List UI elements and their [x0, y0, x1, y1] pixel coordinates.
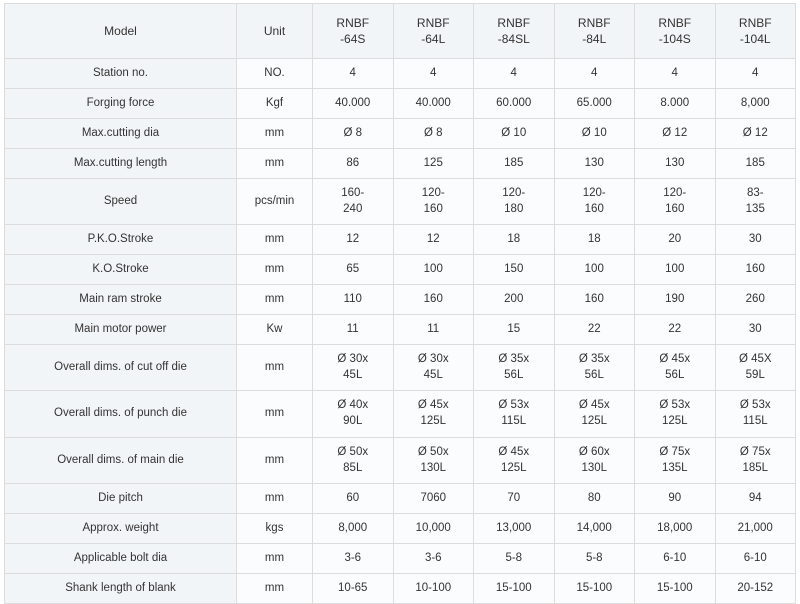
cell-line-1: Ø 12 [662, 126, 688, 139]
cell-line-1: 40.000 [415, 96, 451, 109]
cell-line-1: Ø 8 [343, 126, 363, 139]
cell-line-1: 80 [587, 491, 601, 504]
cell-line-1: Ø 53x [498, 399, 530, 412]
row-label: Main ram stroke [5, 285, 237, 315]
table-cell [393, 119, 474, 149]
cell-line-1: 60.000 [496, 96, 532, 109]
table-cell [554, 89, 635, 119]
row-label: K.O.Stroke [5, 255, 237, 285]
table-cell [393, 514, 474, 544]
table-cell [474, 89, 555, 119]
table-cell [393, 225, 474, 255]
table-cell [715, 574, 796, 604]
cell-line-1: Ø 45x [578, 399, 610, 412]
cell-line-1: 20 [668, 232, 682, 245]
table-cell [715, 225, 796, 255]
table-cell [715, 544, 796, 574]
table-cell [554, 514, 635, 544]
row-label: Overall dims. of main die [5, 438, 237, 484]
row-unit: mm [237, 574, 313, 604]
table-cell [313, 391, 394, 438]
row-unit: mm [237, 345, 313, 391]
cell-line-1: 7060 [420, 491, 447, 504]
cell-line-1: Ø 45x [417, 399, 449, 412]
table-cell [393, 484, 474, 514]
cell-line-1: Ø 50x [337, 445, 369, 458]
header-model-0-line1: RNBF [336, 15, 370, 30]
specification-table [4, 3, 796, 604]
cell-line-1: 18 [587, 232, 601, 245]
cell-line-1: 65 [346, 262, 360, 275]
table-row [5, 179, 796, 225]
table-cell [393, 255, 474, 285]
header-model-1 [393, 4, 474, 59]
cell-line-1: 22 [668, 322, 682, 335]
cell-line-1: 6-10 [663, 551, 687, 564]
cell-line-1: 4 [752, 66, 759, 79]
cell-line-1: 100 [584, 262, 604, 275]
cell-line-2: 90L [343, 415, 363, 427]
cell-line-1: Ø 60x [578, 445, 610, 458]
cell-line-1: 5-8 [505, 551, 523, 564]
table-cell [313, 89, 394, 119]
table-cell [313, 484, 394, 514]
table-cell [554, 285, 635, 315]
cell-line-1: Ø 10 [501, 126, 527, 139]
table-row [5, 544, 796, 574]
cell-line-1: 4 [591, 66, 598, 79]
cell-line-1: 11 [346, 322, 359, 335]
cell-line-1: 185 [504, 156, 524, 169]
table-cell [635, 255, 716, 285]
row-unit: Kgf [237, 89, 313, 119]
table-cell [715, 119, 796, 149]
table-cell [393, 391, 474, 438]
cell-line-1: 4 [349, 66, 356, 79]
header-model-4-line2: -104S [658, 32, 691, 46]
cell-line-1: 4 [430, 66, 437, 79]
header-model-5 [715, 4, 796, 59]
cell-line-1: 40.000 [335, 96, 371, 109]
table-cell [554, 484, 635, 514]
table-cell [554, 59, 635, 89]
table-cell [474, 544, 555, 574]
cell-line-1: 22 [587, 322, 601, 335]
table-row [5, 315, 796, 345]
cell-line-1: Ø 30x [337, 352, 369, 365]
table-cell [393, 574, 474, 604]
cell-line-1: 10-65 [338, 581, 368, 594]
cell-line-1: 6-10 [743, 551, 767, 564]
cell-line-1: 65.000 [576, 96, 612, 109]
row-label: Approx. weight [5, 514, 237, 544]
cell-line-1: Ø 50x [417, 445, 449, 458]
table-cell [635, 179, 716, 225]
cell-line-1: 160 [423, 292, 443, 305]
table-cell [474, 484, 555, 514]
table-row [5, 225, 796, 255]
cell-line-1: 10,000 [415, 521, 451, 534]
cell-line-2: 45L [423, 368, 443, 381]
table-cell [393, 89, 474, 119]
cell-line-1: 120- [421, 186, 445, 199]
cell-line-1: 4 [510, 66, 517, 79]
table-cell [554, 391, 635, 438]
header-model-0-line2: -64S [340, 32, 366, 46]
table-cell [554, 179, 635, 225]
row-unit: mm [237, 149, 313, 179]
table-cell [635, 285, 716, 315]
table-cell [554, 315, 635, 345]
table-cell [474, 149, 555, 179]
header-model-1-line1: RNBF [416, 15, 450, 30]
table-cell [715, 391, 796, 438]
header-model-0 [313, 4, 394, 59]
cell-line-1: 100 [665, 262, 685, 275]
table-cell [313, 438, 394, 484]
table-row [5, 285, 796, 315]
cell-line-1: 120- [502, 186, 526, 199]
cell-line-2: 115L [742, 415, 768, 427]
header-model-2-line1: RNBF [497, 15, 531, 30]
table-cell [715, 59, 796, 89]
cell-line-2: 59L [745, 368, 765, 381]
cell-line-1: 150 [504, 262, 524, 275]
row-label: Shank length of blank [5, 574, 237, 604]
cell-line-1: Ø 40x [337, 399, 369, 412]
cell-line-2: 135L [661, 461, 688, 474]
cell-line-1: 185 [745, 156, 765, 169]
table-cell [474, 391, 555, 438]
cell-line-1: Ø 35x [498, 352, 530, 365]
header-row [5, 4, 796, 59]
table-cell [554, 225, 635, 255]
row-label: Overall dims. of punch die [5, 391, 237, 438]
table-cell [635, 438, 716, 484]
row-label: Main motor power [5, 315, 237, 345]
cell-line-2: 130L [420, 461, 447, 474]
table-row [5, 59, 796, 89]
cell-line-1: 10-100 [415, 581, 452, 594]
cell-line-2: 45L [343, 368, 363, 381]
table-cell [715, 484, 796, 514]
cell-line-1: Ø 45x [498, 445, 530, 458]
cell-line-2: 125L [420, 415, 447, 427]
cell-line-1: 18,000 [657, 521, 693, 534]
table-cell [635, 544, 716, 574]
table-cell [313, 149, 394, 179]
table-cell [635, 484, 716, 514]
table-cell [313, 345, 394, 391]
table-cell [554, 345, 635, 391]
cell-line-2: 130L [581, 461, 608, 474]
table-body [5, 59, 796, 604]
table-cell [635, 315, 716, 345]
table-cell [313, 255, 394, 285]
table-cell [393, 544, 474, 574]
table-row [5, 438, 796, 484]
cell-line-1: 86 [346, 156, 360, 169]
cell-line-2: 125L [661, 415, 688, 427]
table-cell [554, 119, 635, 149]
cell-line-2: 56L [504, 368, 524, 381]
row-unit: mm [237, 225, 313, 255]
header-model-2-line2: -84SL [497, 32, 530, 46]
cell-line-2: 115L [501, 415, 527, 427]
table-cell [635, 514, 716, 544]
row-unit: mm [237, 391, 313, 438]
table-cell [393, 285, 474, 315]
table-cell [474, 285, 555, 315]
table-header [5, 4, 796, 59]
table-cell [715, 514, 796, 544]
cell-line-1: 3-6 [424, 551, 442, 564]
cell-line-1: Ø 8 [423, 126, 443, 139]
cell-line-1: 30 [748, 232, 762, 245]
cell-line-1: 160- [341, 186, 365, 199]
header-model-2 [474, 4, 555, 59]
cell-line-1: 125 [423, 156, 443, 169]
cell-line-1: 14,000 [576, 521, 612, 534]
table-cell [554, 544, 635, 574]
row-label: Forging force [5, 89, 237, 119]
table-cell [715, 255, 796, 285]
header-model-5-line2: -104L [739, 32, 771, 46]
cell-line-1: 190 [665, 292, 685, 305]
cell-line-1: Ø 75x [739, 445, 771, 458]
cell-line-1: 260 [745, 292, 765, 305]
cell-line-1: 90 [668, 491, 682, 504]
cell-line-2: 160 [584, 202, 604, 215]
table-cell [715, 285, 796, 315]
cell-line-1: 200 [504, 292, 524, 305]
cell-line-1: 15-100 [495, 581, 532, 594]
cell-line-2: 135 [745, 202, 765, 215]
cell-line-1: 70 [507, 491, 521, 504]
cell-line-2: 56L [584, 368, 604, 381]
row-label: P.K.O.Stroke [5, 225, 237, 255]
cell-line-1: 21,000 [737, 521, 773, 534]
table-row [5, 149, 796, 179]
table-cell [554, 574, 635, 604]
table-cell [313, 59, 394, 89]
cell-line-1: Ø 53x [659, 399, 691, 412]
cell-line-1: Ø 35x [578, 352, 610, 365]
table-cell [313, 574, 394, 604]
table-row [5, 484, 796, 514]
header-model-5-line1: RNBF [738, 15, 772, 30]
table-row [5, 89, 796, 119]
cell-line-1: 94 [748, 491, 762, 504]
cell-line-1: 11 [427, 322, 440, 335]
row-unit: pcs/min [237, 179, 313, 225]
table-cell [635, 149, 716, 179]
row-unit: kgs [237, 514, 313, 544]
table-cell [635, 59, 716, 89]
cell-line-1: 100 [423, 262, 443, 275]
cell-line-1: 8,000 [740, 96, 770, 109]
row-unit: mm [237, 285, 313, 315]
cell-line-1: 83- [746, 186, 764, 199]
table-cell [474, 119, 555, 149]
table-cell [393, 345, 474, 391]
cell-line-1: Ø 10 [581, 126, 607, 139]
cell-line-1: 15-100 [576, 581, 613, 594]
cell-line-1: 130 [584, 156, 604, 169]
row-unit: NO. [237, 59, 313, 89]
table-row [5, 514, 796, 544]
table-cell [554, 255, 635, 285]
table-cell [313, 514, 394, 544]
table-cell [474, 315, 555, 345]
row-unit: mm [237, 119, 313, 149]
table-cell [474, 514, 555, 544]
row-label: Die pitch [5, 484, 237, 514]
row-label: Applicable bolt dia [5, 544, 237, 574]
cell-line-2: 125L [500, 461, 527, 474]
cell-line-1: 15 [507, 322, 521, 335]
cell-line-1: 18 [507, 232, 521, 245]
cell-line-2: 180 [504, 202, 524, 215]
cell-line-1: 12 [426, 232, 440, 245]
table-cell [474, 59, 555, 89]
cell-line-1: Ø 53x [739, 399, 771, 412]
table-cell [635, 89, 716, 119]
table-cell [715, 89, 796, 119]
header-model-3 [554, 4, 635, 59]
cell-line-1: Ø 45X [738, 352, 772, 365]
table-cell [715, 438, 796, 484]
table-cell [554, 438, 635, 484]
row-label: Max.cutting dia [5, 119, 237, 149]
cell-line-2: 240 [343, 202, 363, 215]
table-cell [715, 315, 796, 345]
table-cell [393, 179, 474, 225]
table-cell [474, 179, 555, 225]
table-row [5, 345, 796, 391]
cell-line-1: 12 [346, 232, 360, 245]
table-cell [313, 225, 394, 255]
row-label: Overall dims. of cut off die [5, 345, 237, 391]
cell-line-1: 8,000 [338, 521, 368, 534]
header-unit: Unit [237, 4, 313, 59]
table-cell [715, 345, 796, 391]
table-cell [554, 149, 635, 179]
table-cell [474, 345, 555, 391]
cell-line-1: 60 [346, 491, 360, 504]
header-model-3-line1: RNBF [577, 15, 611, 30]
table-cell [474, 225, 555, 255]
cell-line-1: 5-8 [585, 551, 603, 564]
row-unit: mm [237, 544, 313, 574]
row-label: Max.cutting length [5, 149, 237, 179]
cell-line-2: 56L [665, 368, 685, 381]
cell-line-2: 160 [423, 202, 443, 215]
row-label: Speed [5, 179, 237, 225]
cell-line-1: 110 [343, 292, 362, 305]
row-unit: mm [237, 255, 313, 285]
cell-line-2: 160 [665, 202, 685, 215]
table-cell [393, 438, 474, 484]
header-model-4 [635, 4, 716, 59]
cell-line-1: Ø 30x [417, 352, 449, 365]
table-cell [313, 285, 394, 315]
table-cell [313, 179, 394, 225]
cell-line-1: 8.000 [660, 96, 690, 109]
cell-line-1: 120- [582, 186, 606, 199]
table-cell [715, 149, 796, 179]
table-cell [474, 255, 555, 285]
header-model-3-line2: -84L [582, 32, 607, 46]
table-row [5, 391, 796, 438]
table-cell [635, 391, 716, 438]
cell-line-1: 30 [748, 322, 762, 335]
cell-line-2: 125L [581, 415, 608, 427]
cell-line-1: 160 [584, 292, 604, 305]
table-cell [313, 315, 394, 345]
cell-line-1: 130 [665, 156, 685, 169]
table-row [5, 574, 796, 604]
table-cell [635, 119, 716, 149]
table-cell [474, 438, 555, 484]
row-unit: Kw [237, 315, 313, 345]
cell-line-1: Ø 12 [742, 126, 768, 139]
table-cell [715, 179, 796, 225]
table-cell [393, 315, 474, 345]
table-cell [313, 119, 394, 149]
table-cell [313, 544, 394, 574]
cell-line-1: 4 [671, 66, 678, 79]
header-model: Model [5, 4, 237, 59]
table-row [5, 255, 796, 285]
row-label: Station no. [5, 59, 237, 89]
cell-line-2: 185L [742, 461, 769, 474]
cell-line-1: 3-6 [344, 551, 362, 564]
table-row [5, 119, 796, 149]
table-cell [635, 574, 716, 604]
row-unit: mm [237, 484, 313, 514]
table-cell [393, 149, 474, 179]
cell-line-1: Ø 45x [659, 352, 691, 365]
cell-line-1: 20-152 [737, 581, 774, 594]
header-model-1-line2: -64L [421, 32, 446, 46]
cell-line-1: Ø 75x [659, 445, 691, 458]
cell-line-2: 85L [343, 461, 363, 474]
row-unit: mm [237, 438, 313, 484]
cell-line-1: 160 [745, 262, 765, 275]
cell-line-1: 13,000 [496, 521, 532, 534]
header-model-4-line1: RNBF [658, 15, 692, 30]
table-cell [474, 574, 555, 604]
cell-line-1: 15-100 [656, 581, 693, 594]
table-cell [635, 345, 716, 391]
cell-line-1: 120- [663, 186, 687, 199]
table-cell [635, 225, 716, 255]
table-cell [393, 59, 474, 89]
